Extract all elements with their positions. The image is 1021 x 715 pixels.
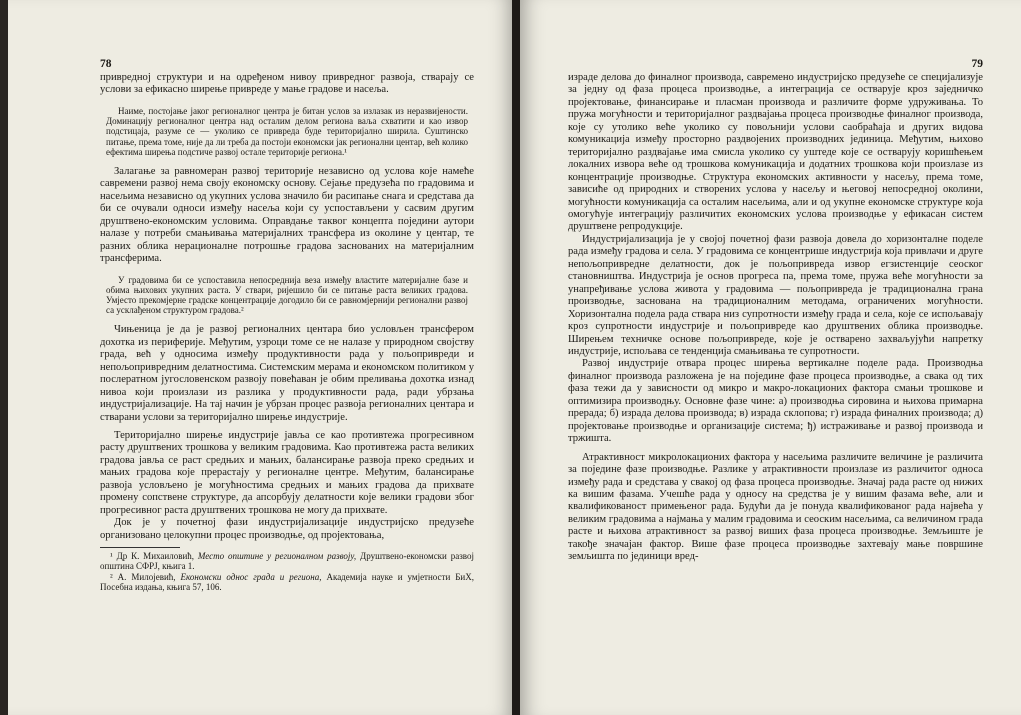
footnote: ¹ Др К. Михаиловић, Место општине у регионалном развоју, Друштвено-економски развој општина СФРЈ, књига 1. xyxy=(100,551,474,572)
paragraph: Атрактивност микролокационих фактора у насељима различите величине је различита за поједине фазе производње. Разлике у атрактивности произлазе из различитог односа између рада и средстава у свакој од фаза процеса производње. Значај рада расте од нижих ка вишим фазама. Учешће рада у односу на средства је у вишим фазама веће, али и квалификованост примењеног рада. Будући да је понуда квалификованог рада највећа у великим градовима а најмања у малим градовима и сеоским насељима, са величином града расте и њихова атрактивност за развој виших фаза процеса производње. Земљиште је такође значајан фактор. Више фазе процеса производње захтевају мање површине земљишта по јединици вред- xyxy=(568,451,983,563)
footnote: ² А. Милојевић, Економски однос града и региона, Академија науке и умјетности БиХ, Посебна издања, књига 57, 106. xyxy=(100,571,474,592)
paragraph: Залагање за равномеран развој територије независно од услова које намеће савремени развој нема своју економску основу. Сејање предузећа по градовима и насељима независно од укупних услова значило би расипање снага и средстава да би се очували односи између насеља који су успостављени у сасвим другим друштвено-економским условима. Оправдање таквог концепта поједини аутори налазе у потреби смањивања материјалних трансфера из околине у центар, те разних облика нерационалне потрошње градова засновaних на материјалним трансферима. xyxy=(100,165,474,265)
right-page-body xyxy=(568,72,983,564)
left-page xyxy=(8,0,514,715)
paragraph: Територијално ширење индустрије јавља се као противтежа прогресивном расту друштвених трошкова у великим градовима. Као противтежа раста великих градова јавља се раст средњих и мањих, балансирање развоја преко средњих и мањих градова које прерастају у регионалне центре. Међутим, балансирање развоја условљено је могућностима средњих и мањих градова да прихвате промену сопствене структуре, да апсорбују делатности које велики градови због прогресивног раста друштвених трошкова не могу да прихвате. xyxy=(100,429,474,516)
paragraph: Док је у почетној фази индустријализације индустријско предузеће организовано целокупни процес производње, од пројектовања, xyxy=(100,517,474,541)
page-number: 78 xyxy=(100,58,112,70)
paragraph: привредној структури и на одређеном нивоу привредног развоја, стварају се услови за ефикасно ширење привреде у мање градове и насеља. xyxy=(100,72,474,96)
paragraph: Индустријализација је у својој почетној фази развоја довела до хоризонталне поделе рада између градова и села. У градовима се концентрише индустрија која привлачи и друге непољопривредне делатности, док је пољопривреда извор егзистенције сеоског становништва. Индустрија је основ прогреса па, према томе, пружа веће могућности за унапређивање услова живота у градовима — пољопривреда је традиционална грана производње, заснована на традиционалним методама, ограничених могућности. Хоризонтална подела рада ствара низ супротности између града и села, које се испољавају кроз супротности индустрије и пољопривреде као друштвених облика производње. Ширењем техничке основе пољопривреде, које је остварено захваљујући напретку индустрије, испољава се тенденција смањивања те супротности. xyxy=(568,233,983,357)
right-page xyxy=(520,0,1021,715)
block-quote: Наиме, постојање јаког регионалног центра је битан услов за излазак из неразвијености. Доминацију регионалног центра над осталим делом региона ваља схватити и као извор подстицаја, разуме се — уколико се привреда буде територијално ширила. Суштинско питање, према томе, није да ли треба да постоји економски јак регионални центар, већ колико ефектима ширења подстиче развој остале територије региона.¹ xyxy=(106,105,468,157)
paragraph: израде делова до финалног производа, савремено индустријско предузеће се специјализује за једну од фаза процеса производње, а интеграција се остварује кроз заједничко пројектовање, финансирање и пласман производа и различите форме удруживања. То пружа могућности и територијалног раздвајања процеса производње финалног производа, које су утолико веће уколико су повољнији услови саобраћаја и других видова комуникација између просторно раздвојених производних јединица. Међутим, њихово територијално раздвајање има смисла уколико су уштеде које се остварују коришћењем локалних извора веће од трошкова комуникација и додатних трошкова који произлазе из концентрације производње. Структура економских активности у насељу, према томе, зависиће од природних и створених услова у насељу и његовој непосредној околини, могућности комуникација са осталим насељима, али и од укупне економске структуре која омогућује интеграцију различитих економских услова производње у ефикасан систем друштвене репродукције. xyxy=(568,72,983,233)
footnote-divider xyxy=(100,547,180,548)
left-page-body xyxy=(100,72,474,592)
block-quote: У градовима би се успоставила непосреднија веза између властите материјалне базе и обима њихових укупних раста. У ствари, ријешило би се питање раста великих градова. Умјесто прекомјерне градске концентрације догодило би се равномјернији регионални развој са усклађеном структуром градова.² xyxy=(106,274,468,316)
page-number: 79 xyxy=(971,58,983,70)
paragraph: Развој индустрије отвара процес ширења вертикалне поделе рада. Производња финалног производа разложена је на поједине фазе процеса производње, а свака од тих фаза тежи да у зависности од микро и макро-локационих фактора смањи трошкове и оптимизира производњу. Основне фазе чине: а) производња сировина и њихова примарна прерада; б) израда делова производа; в) израда склопова; г) израда финалних производа; д) пројектовање производње и организације система; ђ) истраживање и развој производа и тржишта. xyxy=(568,358,983,445)
paragraph: Чињеница је да је развој регионалних центара био условљен трансфером дохотка из периферије. Међутим, узроци томе се не налазе у природном својству града, већ у односима између продуктивности рада у пољопривреди и непољопривредним делатностима. Системским мерама и економском политиком у послератном југословенском развоју повећаван је обим преливања дохотка изнад нивоа који произлази из разлика у продуктивности рада, ради убрзања индустријализације. На тај начин је убрзан процес развоја регионалних центара и стварани услови за територијално ширење индустрије. xyxy=(100,324,474,423)
